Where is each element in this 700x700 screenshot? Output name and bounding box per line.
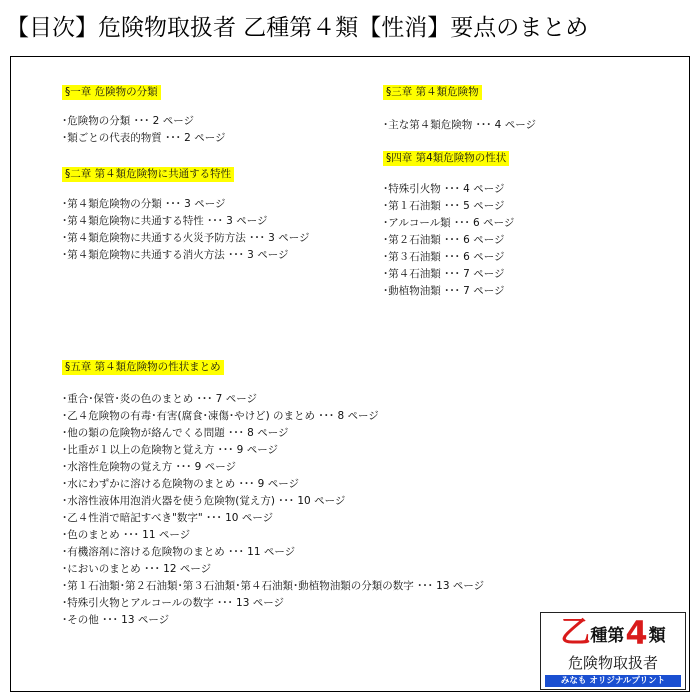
- list-item: ･主な第４類危険物 ･･･ 4 ページ: [383, 119, 536, 131]
- section-heading: §五章 第４類危険物の性状まとめ: [62, 360, 224, 375]
- list-item: ･第４類危険物に共通する消火方法 ･･･ 3 ページ: [62, 249, 289, 261]
- list-item: ･有機溶剤に溶ける危険物のまとめ ･･･ 11 ページ: [62, 546, 296, 558]
- list-item: ･第４類危険物に共通する特性 ･･･ 3 ページ: [62, 215, 268, 227]
- badge-number: 4: [625, 614, 648, 652]
- section-chapter-5: [62, 355, 484, 629]
- section-chapter-2: [62, 162, 309, 264]
- list-item: ･乙４危険物の有毒･有害(腐食･凍傷･やけど) のまとめ ･･･ 8 ページ: [62, 410, 379, 422]
- page-title: 【目次】危険物取扱者 乙種第４類【性消】要点のまとめ: [6, 15, 589, 41]
- list-item: ･類ごとの代表的物質 ･･･ 2 ページ: [62, 132, 226, 144]
- list-item: ･水溶性危険物の覚え方 ･･･ 9 ページ: [62, 461, 236, 473]
- badge-rui: 類: [648, 626, 666, 646]
- section-chapter-3: [383, 80, 536, 134]
- item-list: [62, 113, 225, 147]
- section-chapter-1: [62, 80, 225, 147]
- badge-otsu: 乙: [560, 615, 591, 650]
- list-item: ･乙４性消で暗記すべき"数字" ･･･ 10 ページ: [62, 512, 274, 524]
- list-item: ･重合･保管･炎の色のまとめ ･･･ 7 ページ: [62, 393, 257, 405]
- section-heading: §三章 第４類危険物: [383, 85, 482, 100]
- item-list: [383, 181, 514, 300]
- badge-class-label: [541, 613, 685, 651]
- list-item: ･特殊引火物 ･･･ 4 ページ: [383, 183, 505, 195]
- list-item: ･他の類の危険物が絡んでくる問題 ･･･ 8 ページ: [62, 427, 289, 439]
- list-item: ･アルコール類 ･･･ 6 ページ: [383, 217, 515, 229]
- list-item: ･第２石油類 ･･･ 6 ページ: [383, 234, 505, 246]
- list-item: ･においのまとめ ･･･ 12 ページ: [62, 563, 212, 575]
- brand-badge: [540, 612, 686, 690]
- section-heading: §四章 第4類危険物の性状: [383, 151, 509, 166]
- section-heading: §一章 危険物の分類: [62, 85, 161, 100]
- badge-footer: みなも オリジナルプリント: [545, 675, 681, 687]
- item-list: [62, 391, 484, 629]
- list-item: ･危険物の分類 ･･･ 2 ページ: [62, 115, 194, 127]
- list-item: ･水溶性液体用泡消火器を使う危険物(覚え方) ･･･ 10 ページ: [62, 495, 346, 507]
- item-list: [62, 196, 309, 264]
- list-item: ･第１石油類 ･･･ 5 ページ: [383, 200, 505, 212]
- list-item: ･比重が１以上の危険物と覚え方 ･･･ 9 ページ: [62, 444, 278, 456]
- list-item: ･第４石油類 ･･･ 7 ページ: [383, 268, 505, 280]
- section-heading: §二章 第４類危険物に共通する特性: [62, 167, 234, 182]
- list-item: ･動植物油類 ･･･ 7 ページ: [383, 285, 505, 297]
- list-item: ･その他 ･･･ 13 ページ: [62, 614, 170, 626]
- item-list: [383, 117, 536, 134]
- list-item: ･水にわずかに溶ける危険物のまとめ ･･･ 9 ページ: [62, 478, 299, 490]
- list-item: ･第１石油類･第２石油類･第３石油類･第４石油類･動植物油類の分類の数字 ･･･ 13 ページ: [62, 580, 485, 592]
- list-item: ･色のまとめ ･･･ 11 ページ: [62, 529, 191, 541]
- list-item: ･第３石油類 ･･･ 6 ページ: [383, 251, 505, 263]
- list-item: ･特殊引火物とアルコールの数字 ･･･ 13 ページ: [62, 597, 285, 609]
- badge-subtitle: 危険物取扱者: [567, 654, 658, 672]
- list-item: ･第４類危険物に共通する火災予防方法 ･･･ 3 ページ: [62, 232, 310, 244]
- list-item: ･第４類危険物の分類 ･･･ 3 ページ: [62, 198, 226, 210]
- section-chapter-4: [383, 146, 514, 300]
- badge-shu: 種第: [590, 626, 625, 646]
